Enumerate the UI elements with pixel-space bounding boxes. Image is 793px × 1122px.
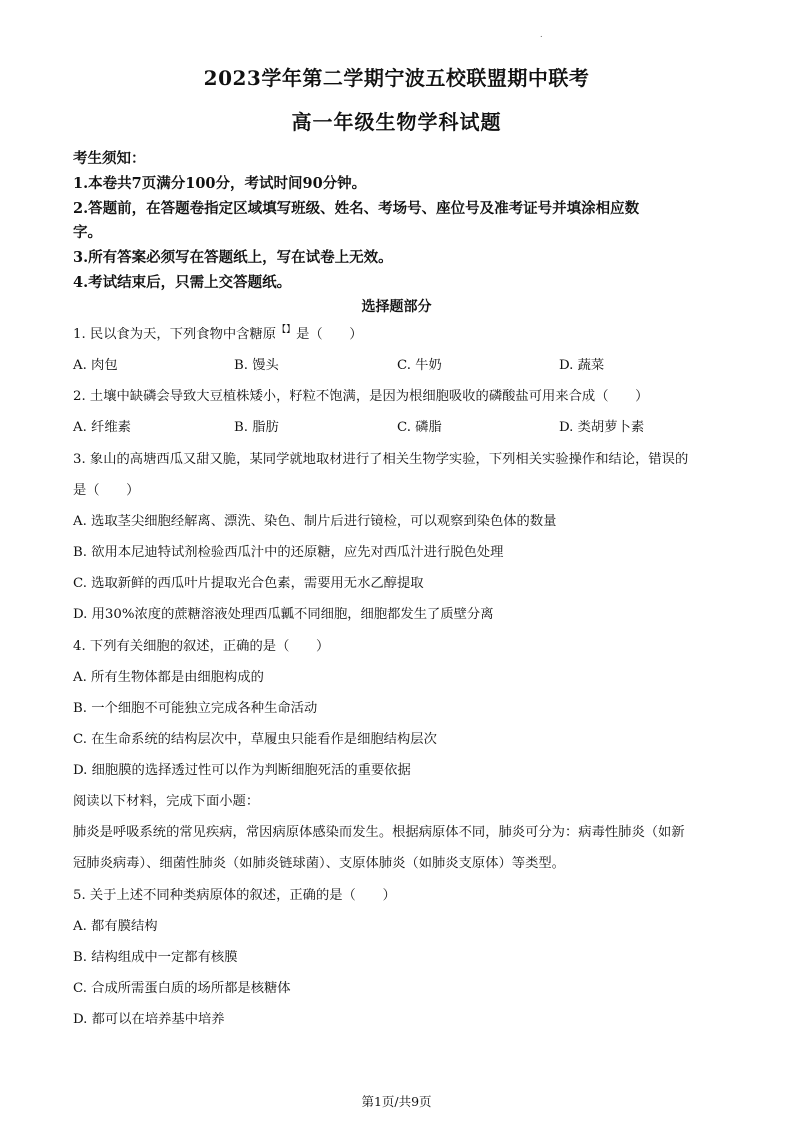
question-4-stem: 4. 下列有关细胞的叙述，正确的是（ ） [73, 639, 330, 654]
question-3-option-c: C. 选取新鲜的西瓜叶片提取光合色素，需要用无水乙醇提取 [73, 576, 424, 591]
notice-item-2-cont: 字。 [73, 224, 102, 241]
question-2-option-d: D. 类胡萝卜素 [559, 420, 645, 435]
question-1-option-c: C. 牛奶 [397, 358, 442, 373]
question-1-option-d: D. 蔬菜 [559, 358, 605, 373]
reading-line-2: 冠肺炎病毒）、细菌性肺炎（如肺炎链球菌）、支原体肺炎（如肺炎支原体）等类型。 [73, 856, 565, 871]
notice-item-3: 3.所有答案必须写在答题纸上，写在试卷上无效。 [73, 249, 393, 266]
question-5-option-a: A. 都有膜结构 [73, 919, 158, 934]
question-1-stem-b: 是（ ） [296, 327, 363, 342]
question-4-option-c: C. 在生命系统的结构层次中，草履虫只能看作是细胞结构层次 [73, 732, 437, 747]
question-5-option-b: B. 结构组成中一定都有核膜 [73, 950, 238, 965]
question-2-option-b: B. 脂肪 [234, 420, 279, 435]
page-footer: 第1页/共9页 [361, 1094, 432, 1109]
question-5-option-c: C. 合成所需蛋白质的场所都是核糖体 [73, 981, 291, 996]
question-3-option-a: A. 选取茎尖细胞经解离、漂洗、染色、制片后进行镜检，可以观察到染色体的数量 [73, 514, 557, 529]
reading-line-1: 肺炎是呼吸系统的常见疾病，常因病原体感染而发生。根据病原体不同，肺炎可分为：病毒性肺炎（如新 [73, 825, 685, 840]
question-4-option-a: A. 所有生物体都是由细胞构成的 [73, 670, 264, 685]
notice-item-2: 2.答题前，在答题卷指定区域填写班级、姓名、考场号、座位号及准考证号并填涂相应数 [73, 200, 640, 217]
section-title: 选择题部分 [361, 299, 432, 315]
question-2-option-a: A. 纤维素 [73, 420, 131, 435]
exam-title: 2023学年第二学期宁波五校联盟期中联考 [203, 66, 590, 90]
question-1-stem [73, 322, 363, 342]
exam-subtitle: 高一年级生物学科试题 [291, 110, 502, 134]
question-3-option-b: B. 欲用本尼迪特试剂检验西瓜汁中的还原糖，应先对西瓜汁进行脱色处理 [73, 545, 504, 560]
question-4-option-b: B. 一个细胞不可能独立完成各种生命活动 [73, 701, 318, 716]
question-5-option-d: D. 都可以在培养基中培养 [73, 1012, 225, 1027]
question-3-stem-line-2: 是（ ） [73, 483, 140, 498]
notice-item-4: 4.考试结束后，只需上交答题纸。 [73, 274, 292, 291]
question-3-option-d: D. 用30%浓度的蔗糖溶液处理西瓜瓤不同细胞，细胞都发生了质壁分离 [73, 607, 494, 622]
question-1-option-b: B. 馒头 [234, 358, 279, 373]
reading-intro: 阅读以下材料，完成下面小题： [73, 794, 260, 809]
scan-mark: . [540, 30, 543, 39]
question-3-stem-line-1: 3. 象山的高塘西瓜又甜又脆，某同学就地取材进行了相关生物学实验，下列相关实验操作和结论，错误的 [73, 452, 689, 467]
question-2-option-c: C. 磷脂 [397, 420, 442, 435]
question-1-option-a: A. 肉包 [73, 358, 118, 373]
question-2-stem: 2. 土壤中缺磷会导致大豆植株矮小，籽粒不饱满，是因为根细胞吸收的磷酸盐可用来合成（ ） [73, 389, 649, 404]
question-1-glitch: 【】 [277, 325, 296, 335]
notice-heading: 考生须知： [73, 150, 146, 167]
question-4-option-d: D. 细胞膜的选择透过性可以作为判断细胞死活的重要依据 [73, 763, 411, 778]
question-5-stem: 5. 关于上述不同种类病原体的叙述，正确的是（ ） [73, 888, 396, 903]
notice-item-1: 1.本卷共7页满分100分，考试时间90分钟。 [73, 175, 367, 192]
question-1-stem-a: 1. 民以食为天，下列食物中含糖原 [73, 327, 277, 342]
